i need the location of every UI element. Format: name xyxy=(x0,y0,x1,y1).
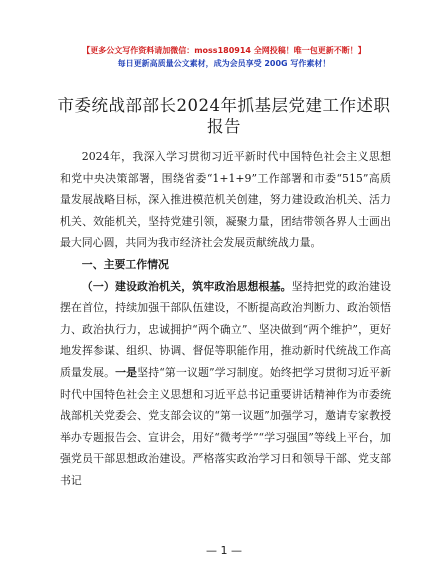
intro-paragraph: 2024年，我深入学习贯彻习近平新时代中国特色社会主义思想和党中央决策部署，围绕省委“1+1+9”工作部署和市委“515”高质量发展战略目标，深入推进模范机关创建，努力建设政治机关、活力机关、效能机关，坚持党建引领，凝聚力量，团结带领各界人士画出最大同心圆，共同为我市经济社会发展贡献统战力量。 xyxy=(60,150,391,250)
subsection-paragraph xyxy=(60,276,391,492)
subsection-heading: （一）建设政治机关，筑牢政治思想根基。 xyxy=(81,279,292,293)
point-marker: 一是 xyxy=(115,365,138,379)
document-title: 市委统战部部长2024年抓基层党建工作述职报告 xyxy=(57,96,391,136)
promo-line-1: 【更多公文写作资料请加微信：moss180914 全网投稿！唯一包更新不断！】 xyxy=(82,46,366,55)
promo-line-2: 每日更新高质量公文素材，成为会员享受 200G 写作素材！ xyxy=(117,59,331,68)
subsection-text-a: 坚持把党的政治建设摆在首位，持续加强干部队伍建设，不断提高政治判断力、政治领悟力、政治执行力，忠诚拥护“两个确立”、坚决做到“两个维护”，更好地发挥参谋、组织、协调、督促等职能作用，推动新时代统战工作高质量发展。 xyxy=(60,279,391,379)
document-body xyxy=(60,146,391,492)
subsection-text-b: 坚持“第一议题”学习制度。始终把学习贯彻习近平新时代中国特色社会主义思想和习近平总书记重要讲话精神作为市委统战部机关党委会、党支部会议的“第一议题”加强学习，邀请专家教授举办专题报告会、宣讲会，用好“微考学”“学习强国”等线上平台，加强党员干部思想政治建设。严格落实政治学习日和领导干部、党支部书记 xyxy=(60,365,391,487)
page-number: — 1 — xyxy=(206,544,242,557)
section-heading: 一、主要工作情况 xyxy=(81,257,169,271)
promo-banner xyxy=(0,44,448,70)
